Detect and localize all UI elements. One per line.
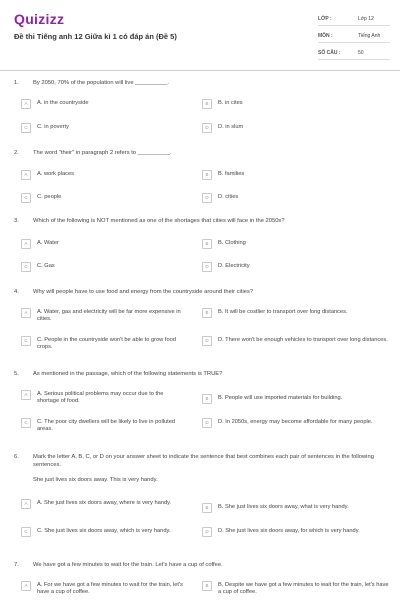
option-badge: B [202, 239, 212, 249]
meta-value: 50 [358, 49, 364, 56]
question-number: 2. [14, 150, 19, 156]
option-badge: D [202, 193, 212, 203]
option-badge: A [21, 390, 31, 400]
meta-grade-row [318, 12, 390, 26]
question-2 [14, 150, 394, 158]
option-badge: A [21, 99, 31, 109]
meta-value: Tiếng Anh [358, 32, 381, 39]
option-badge: C [21, 193, 31, 203]
option-7a[interactable] [21, 582, 186, 596]
question-6 [14, 454, 394, 485]
option-text: D. in slum [218, 124, 244, 130]
question-line [14, 562, 394, 570]
option-text: C. People in the countryside won't be able to grow food crops. [37, 337, 176, 350]
question-line [14, 150, 394, 158]
option-text: C. The poor city dwellers will be likely to live in polluted areas. [37, 419, 176, 432]
option-3a[interactable] [21, 240, 186, 249]
option-badge: B [202, 308, 212, 318]
option-2b[interactable] [202, 171, 390, 180]
option-text: D. In 2050s, energy may become affordable for many people. [218, 419, 373, 425]
option-3d[interactable] [202, 263, 390, 272]
option-text: C. in poverty [37, 124, 69, 130]
option-text: B. It will be costlier to transport over long distances. [218, 309, 348, 315]
option-badge: A [21, 308, 31, 318]
option-text: C. She just lives six doors away, which is very handy. [37, 528, 171, 534]
option-4a[interactable] [21, 309, 186, 323]
question-text: We have got a few minutes to wait for the train. Let's have a cup of coffee. [33, 562, 223, 568]
question-number: 7. [14, 562, 19, 568]
option-badge: D [202, 336, 212, 346]
option-text: C. people [37, 194, 62, 200]
option-3c[interactable] [21, 263, 186, 272]
option-text: C. Gas [37, 263, 55, 269]
option-text: A. Serious political problems may occur due to the shortage of food. [37, 391, 164, 404]
option-text: A. For we have got a few minutes to wait for the train, let's have a cup of coffee. [37, 582, 183, 595]
option-3b[interactable] [202, 240, 390, 249]
option-text: B. She just lives six doors away, what is very handy. [218, 504, 349, 510]
option-badge: C [21, 527, 31, 537]
option-4d[interactable] [202, 337, 390, 346]
question-line [14, 371, 394, 379]
option-text: A. in the countryside [37, 100, 89, 106]
option-6d[interactable] [202, 528, 390, 537]
option-text: B. in cites [218, 100, 243, 106]
option-5a[interactable] [21, 391, 186, 405]
question-text: The word "their" in paragraph 2 refers to __________. [33, 150, 172, 156]
question-number: 5. [14, 371, 19, 377]
question-text: By 2050, 70% of the population will live __________. [33, 80, 170, 86]
option-badge: A [21, 170, 31, 180]
worksheet-header [0, 0, 400, 71]
question-number: 1. [14, 80, 19, 86]
option-1a[interactable] [21, 100, 186, 109]
question-4 [14, 289, 394, 297]
question-line [14, 289, 394, 297]
question-5 [14, 371, 394, 379]
meta-label: SỐ CÂU : [318, 49, 341, 56]
option-text: B. People will use imported materials for building. [218, 395, 343, 401]
option-badge: D [202, 418, 212, 428]
option-text: D. cities [218, 194, 239, 200]
option-text: D. There won't be enough vehicles to transport over long distances. [218, 337, 388, 343]
option-badge: C [21, 262, 31, 272]
question-text: As mentioned in the passage, which of the following statements is TRUE? [33, 371, 223, 377]
option-badge: A [21, 581, 31, 591]
option-6c[interactable] [21, 528, 186, 537]
option-6b[interactable] [202, 504, 390, 513]
meta-value: Lớp 12 [358, 15, 374, 22]
option-6a[interactable] [21, 500, 186, 509]
option-badge: C [21, 123, 31, 133]
question-number: 3. [14, 218, 19, 224]
option-1d[interactable] [202, 124, 390, 133]
option-badge: B [202, 394, 212, 404]
option-badge: B [202, 99, 212, 109]
option-text: A. She just lives six doors away, where is very handy. [37, 500, 172, 506]
option-5d[interactable] [202, 419, 390, 428]
question-line [14, 454, 394, 469]
option-text: A. Water, gas and electricity will be far more expensive in cities. [37, 309, 181, 322]
option-badge: C [21, 418, 31, 428]
option-4c[interactable] [21, 337, 186, 351]
question-7 [14, 562, 394, 570]
option-badge: A [21, 499, 31, 509]
option-badge: B [202, 581, 212, 591]
option-badge: D [202, 262, 212, 272]
option-text: A. work places [37, 171, 74, 177]
question-number: 6. [14, 454, 19, 460]
option-5c[interactable] [21, 419, 186, 433]
option-2a[interactable] [21, 171, 186, 180]
option-badge: C [21, 336, 31, 346]
option-4b[interactable] [202, 309, 390, 318]
meta-label: MÔN : [318, 32, 333, 39]
meta-subject-row [318, 29, 390, 43]
option-2d[interactable] [202, 194, 390, 203]
option-1c[interactable] [21, 124, 186, 133]
question-3 [14, 218, 394, 226]
question-1 [14, 80, 394, 88]
option-text: B. families [218, 171, 245, 177]
quizizz-logo: Quizizz [14, 11, 65, 27]
option-badge: B [202, 170, 212, 180]
meta-count-row [318, 46, 390, 60]
question-line [14, 80, 394, 88]
option-badge: A [21, 239, 31, 249]
meta-info [318, 12, 390, 63]
option-text: B. Despite we have got a few minutes to wait for the train, let's have a cup of coffee. [218, 582, 389, 595]
question-text: Why will people have to use food and energy from the countryside around their cities? [33, 289, 254, 295]
option-text: D. Electricity [218, 263, 250, 269]
option-badge: D [202, 123, 212, 133]
option-text: D. She just lives six doors away, for which is very handy. [218, 528, 360, 534]
option-1b[interactable] [202, 100, 390, 109]
option-text: B. Clothing [218, 240, 246, 246]
question-line [14, 218, 394, 226]
option-badge: D [202, 527, 212, 537]
option-badge: B [202, 503, 212, 513]
page-title: Đề thi Tiếng anh 12 Giữa kì 1 có đáp án (Đề 5) [14, 32, 177, 41]
option-7b[interactable] [202, 582, 390, 596]
meta-label: LỚP : [318, 15, 332, 22]
question-stem: She just lives six doors away. This is very handy. [33, 477, 158, 483]
question-number: 4. [14, 289, 19, 295]
option-2c[interactable] [21, 194, 186, 203]
option-5b[interactable] [202, 395, 390, 404]
question-text: Mark the letter A, B, C, or D on your answer sheet to indicate the sentence that best combines each pair of sentences in the following sentences. [33, 454, 374, 468]
question-text: Which of the following is NOT mentioned as one of the shortages that cities will face in the 2050s? [33, 218, 285, 224]
option-text: A. Water [37, 240, 59, 246]
